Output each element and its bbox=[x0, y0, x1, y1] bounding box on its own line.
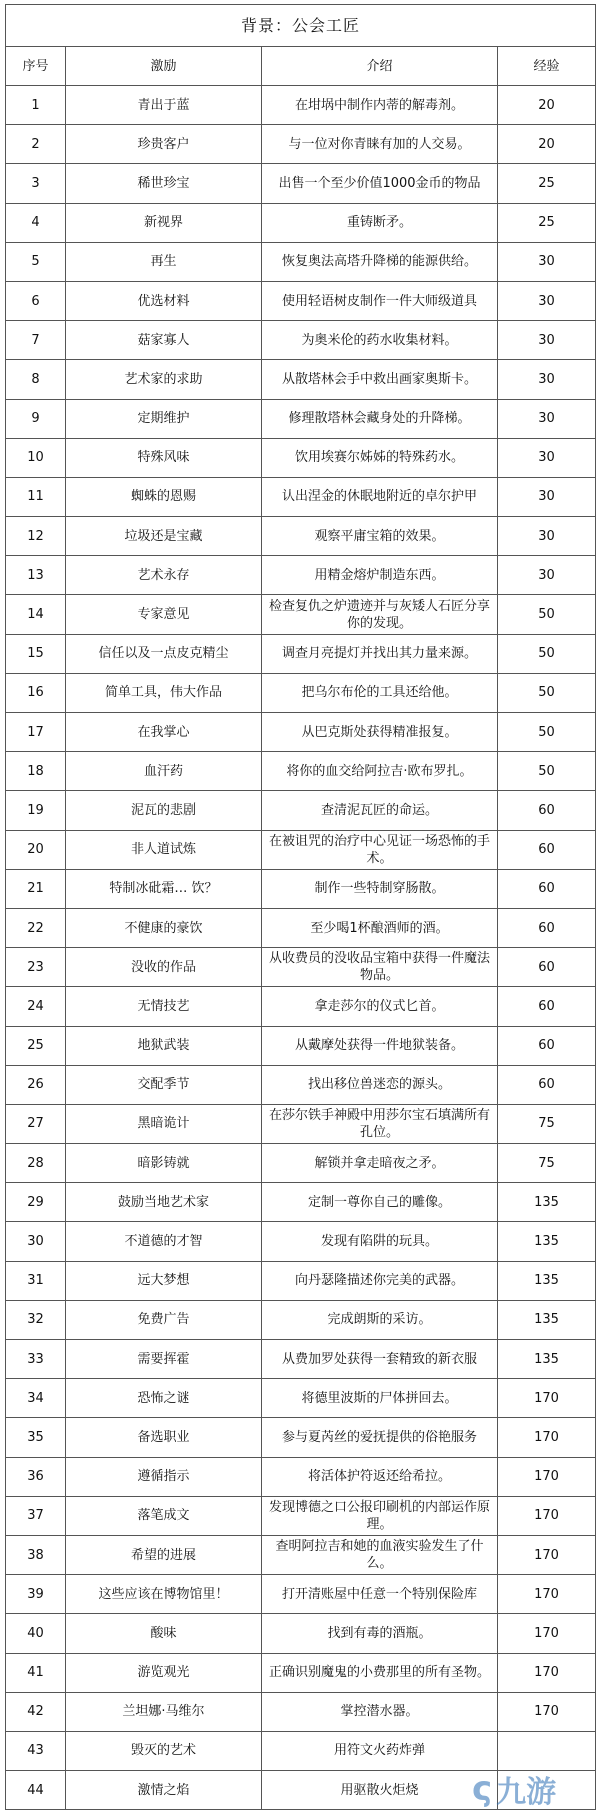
row-description: 从费加罗处获得一套精致的新衣服 bbox=[262, 1340, 498, 1379]
table-row bbox=[6, 556, 596, 595]
row-index: 13 bbox=[6, 556, 66, 595]
row-experience: 50 bbox=[498, 713, 596, 752]
row-inspiration: 专家意见 bbox=[66, 595, 262, 634]
row-experience: 170 bbox=[498, 1692, 596, 1731]
row-index: 16 bbox=[6, 673, 66, 712]
row-experience: 75 bbox=[498, 1104, 596, 1143]
table-row bbox=[6, 1183, 596, 1222]
row-description: 将活体护符返还给希拉。 bbox=[262, 1457, 498, 1496]
row-experience: 50 bbox=[498, 673, 596, 712]
row-inspiration: 遵循指示 bbox=[66, 1457, 262, 1496]
row-experience: 30 bbox=[498, 556, 596, 595]
row-index: 43 bbox=[6, 1731, 66, 1770]
row-description: 用精金熔炉制造东西。 bbox=[262, 556, 498, 595]
table-row bbox=[6, 1496, 596, 1535]
row-inspiration: 艺术永存 bbox=[66, 556, 262, 595]
row-inspiration: 在我掌心 bbox=[66, 713, 262, 752]
row-inspiration: 蜘蛛的恩赐 bbox=[66, 477, 262, 516]
header-description: 介绍 bbox=[262, 47, 498, 86]
row-description: 掌控潜水器。 bbox=[262, 1692, 498, 1731]
row-experience: 60 bbox=[498, 830, 596, 869]
row-experience: 50 bbox=[498, 595, 596, 634]
row-experience: 170 bbox=[498, 1614, 596, 1653]
nine-games-logo-icon: ς bbox=[472, 1769, 493, 1809]
row-index: 12 bbox=[6, 517, 66, 556]
row-index: 15 bbox=[6, 634, 66, 673]
row-index: 44 bbox=[6, 1771, 66, 1810]
row-description: 重铸断矛。 bbox=[262, 203, 498, 242]
watermark-text: 九游 bbox=[496, 1775, 557, 1810]
header-index: 序号 bbox=[6, 47, 66, 86]
table-row bbox=[6, 1144, 596, 1183]
row-description: 将德里波斯的尸体拼回去。 bbox=[262, 1379, 498, 1418]
row-description: 发现有陷阱的玩具。 bbox=[262, 1222, 498, 1261]
row-inspiration: 落笔成文 bbox=[66, 1496, 262, 1535]
row-index: 32 bbox=[6, 1300, 66, 1339]
row-index: 29 bbox=[6, 1183, 66, 1222]
row-experience: 50 bbox=[498, 634, 596, 673]
row-experience: 170 bbox=[498, 1653, 596, 1692]
row-inspiration: 血汗药 bbox=[66, 752, 262, 791]
row-experience: 170 bbox=[498, 1496, 596, 1535]
row-inspiration: 特殊风味 bbox=[66, 438, 262, 477]
row-index: 2 bbox=[6, 125, 66, 164]
table-row bbox=[6, 1653, 596, 1692]
row-index: 36 bbox=[6, 1457, 66, 1496]
row-description: 正确识别魔鬼的小费那里的所有圣物。 bbox=[262, 1653, 498, 1692]
row-inspiration: 垃圾还是宝藏 bbox=[66, 517, 262, 556]
row-index: 33 bbox=[6, 1340, 66, 1379]
row-inspiration: 恐怖之谜 bbox=[66, 1379, 262, 1418]
table-row bbox=[6, 1065, 596, 1104]
row-index: 11 bbox=[6, 477, 66, 516]
row-index: 30 bbox=[6, 1222, 66, 1261]
row-description: 拿走莎尔的仪式匕首。 bbox=[262, 987, 498, 1026]
row-index: 37 bbox=[6, 1496, 66, 1535]
table-row bbox=[6, 595, 596, 634]
row-description: 用驱散火炬烧 bbox=[262, 1771, 498, 1810]
row-inspiration: 备选职业 bbox=[66, 1418, 262, 1457]
row-index: 26 bbox=[6, 1065, 66, 1104]
row-index: 9 bbox=[6, 399, 66, 438]
table-row bbox=[6, 830, 596, 869]
row-experience: 60 bbox=[498, 1026, 596, 1065]
row-index: 17 bbox=[6, 713, 66, 752]
row-description: 用符文火药炸弹 bbox=[262, 1731, 498, 1770]
table-title: 背景：公会工匠 bbox=[6, 5, 596, 47]
table-row bbox=[6, 1104, 596, 1143]
row-index: 39 bbox=[6, 1575, 66, 1614]
row-experience: 25 bbox=[498, 164, 596, 203]
row-experience: 135 bbox=[498, 1261, 596, 1300]
row-description: 饮用埃赛尔姊姊的特殊药水。 bbox=[262, 438, 498, 477]
row-index: 41 bbox=[6, 1653, 66, 1692]
row-inspiration: 简单工具，伟大作品 bbox=[66, 673, 262, 712]
table-row bbox=[6, 869, 596, 908]
header-experience: 经验 bbox=[498, 47, 596, 86]
table-row bbox=[6, 987, 596, 1026]
table-row bbox=[6, 713, 596, 752]
table-row bbox=[6, 908, 596, 947]
row-inspiration: 优选材料 bbox=[66, 281, 262, 320]
row-experience: 30 bbox=[498, 399, 596, 438]
row-experience: 60 bbox=[498, 908, 596, 947]
row-description: 找到有毒的酒瓶。 bbox=[262, 1614, 498, 1653]
row-experience: 30 bbox=[498, 242, 596, 281]
row-experience: 30 bbox=[498, 281, 596, 320]
table-row bbox=[6, 477, 596, 516]
row-index: 8 bbox=[6, 360, 66, 399]
row-description: 把乌尔布伦的工具还给他。 bbox=[262, 673, 498, 712]
row-index: 38 bbox=[6, 1535, 66, 1574]
table-row bbox=[6, 399, 596, 438]
row-inspiration: 艺术家的求助 bbox=[66, 360, 262, 399]
row-description: 使用轻语树皮制作一件大师级道具 bbox=[262, 281, 498, 320]
row-description: 定制一尊你自己的雕像。 bbox=[262, 1183, 498, 1222]
table-row bbox=[6, 1457, 596, 1496]
row-index: 35 bbox=[6, 1418, 66, 1457]
row-experience: 30 bbox=[498, 360, 596, 399]
row-experience: 20 bbox=[498, 125, 596, 164]
row-inspiration: 希望的进展 bbox=[66, 1535, 262, 1574]
row-description: 从收费员的没收品宝箱中获得一件魔法物品。 bbox=[262, 948, 498, 987]
row-experience: 135 bbox=[498, 1183, 596, 1222]
row-description: 将你的血交给阿拉吉·欧布罗扎。 bbox=[262, 752, 498, 791]
row-experience: 50 bbox=[498, 752, 596, 791]
row-inspiration: 稀世珍宝 bbox=[66, 164, 262, 203]
table-row bbox=[6, 321, 596, 360]
table-row bbox=[6, 1222, 596, 1261]
row-inspiration: 这些应该在博物馆里！ bbox=[66, 1575, 262, 1614]
table-row bbox=[6, 673, 596, 712]
table-row bbox=[6, 125, 596, 164]
row-index: 23 bbox=[6, 948, 66, 987]
row-description: 从散塔林会手中救出画家奥斯卡。 bbox=[262, 360, 498, 399]
row-description: 找出移位兽迷恋的源头。 bbox=[262, 1065, 498, 1104]
row-inspiration: 游览观光 bbox=[66, 1653, 262, 1692]
table-row bbox=[6, 1261, 596, 1300]
table-row bbox=[6, 1575, 596, 1614]
row-index: 40 bbox=[6, 1614, 66, 1653]
row-inspiration: 不道德的才智 bbox=[66, 1222, 262, 1261]
row-description: 观察平庸宝箱的效果。 bbox=[262, 517, 498, 556]
table-row bbox=[6, 1300, 596, 1339]
row-description: 发现博德之口公报印刷机的内部运作原理。 bbox=[262, 1496, 498, 1535]
row-description: 向丹瑟隆描述你完美的武器。 bbox=[262, 1261, 498, 1300]
row-index: 20 bbox=[6, 830, 66, 869]
table-row bbox=[6, 1614, 596, 1653]
row-description: 查清泥瓦匠的命运。 bbox=[262, 791, 498, 830]
row-description: 为奥米伦的药水收集材料。 bbox=[262, 321, 498, 360]
row-inspiration: 珍贵客户 bbox=[66, 125, 262, 164]
table-header-row bbox=[6, 47, 596, 86]
row-inspiration: 毁灭的艺术 bbox=[66, 1731, 262, 1770]
row-description: 从巴克斯处获得精准报复。 bbox=[262, 713, 498, 752]
row-experience: 30 bbox=[498, 438, 596, 477]
row-experience: 170 bbox=[498, 1535, 596, 1574]
row-inspiration: 需要挥霍 bbox=[66, 1340, 262, 1379]
row-description: 在莎尔铁手神殿中用莎尔宝石填满所有孔位。 bbox=[262, 1104, 498, 1143]
row-inspiration: 再生 bbox=[66, 242, 262, 281]
row-inspiration: 特制冰砒霜… 饮？ bbox=[66, 869, 262, 908]
row-inspiration: 暗影铸就 bbox=[66, 1144, 262, 1183]
row-description: 出售一个至少价值1000金币的物品 bbox=[262, 164, 498, 203]
row-experience: 170 bbox=[498, 1379, 596, 1418]
row-index: 24 bbox=[6, 987, 66, 1026]
row-experience: 135 bbox=[498, 1222, 596, 1261]
row-inspiration: 定期维护 bbox=[66, 399, 262, 438]
row-experience: 30 bbox=[498, 477, 596, 516]
row-experience: 25 bbox=[498, 203, 596, 242]
row-inspiration: 兰坦娜·马维尔 bbox=[66, 1692, 262, 1731]
table-row bbox=[6, 1340, 596, 1379]
row-experience: 60 bbox=[498, 869, 596, 908]
table-row bbox=[6, 281, 596, 320]
row-inspiration: 泥瓦的悲剧 bbox=[66, 791, 262, 830]
row-index: 5 bbox=[6, 242, 66, 281]
row-index: 42 bbox=[6, 1692, 66, 1731]
row-description: 查明阿拉吉和她的血液实验发生了什么。 bbox=[262, 1535, 498, 1574]
row-inspiration: 免费广告 bbox=[66, 1300, 262, 1339]
table-row bbox=[6, 203, 596, 242]
table-row bbox=[6, 517, 596, 556]
row-experience: 170 bbox=[498, 1575, 596, 1614]
row-index: 25 bbox=[6, 1026, 66, 1065]
table-row bbox=[6, 242, 596, 281]
row-experience: 170 bbox=[498, 1418, 596, 1457]
row-inspiration: 没收的作品 bbox=[66, 948, 262, 987]
table-row bbox=[6, 791, 596, 830]
row-description: 与一位对你青睐有加的人交易。 bbox=[262, 125, 498, 164]
row-description: 制作一些特制穿肠散。 bbox=[262, 869, 498, 908]
row-index: 1 bbox=[6, 86, 66, 125]
row-inspiration: 酸味 bbox=[66, 1614, 262, 1653]
row-index: 4 bbox=[6, 203, 66, 242]
row-inspiration: 新视界 bbox=[66, 203, 262, 242]
row-description: 调查月亮提灯并找出其力量来源。 bbox=[262, 634, 498, 673]
row-index: 34 bbox=[6, 1379, 66, 1418]
row-inspiration: 不健康的豪饮 bbox=[66, 908, 262, 947]
row-index: 27 bbox=[6, 1104, 66, 1143]
row-inspiration: 交配季节 bbox=[66, 1065, 262, 1104]
row-index: 19 bbox=[6, 791, 66, 830]
row-experience: 60 bbox=[498, 987, 596, 1026]
table-row bbox=[6, 86, 596, 125]
table-row bbox=[6, 360, 596, 399]
table-row bbox=[6, 1692, 596, 1731]
row-experience: 60 bbox=[498, 791, 596, 830]
row-index: 10 bbox=[6, 438, 66, 477]
row-experience: 60 bbox=[498, 948, 596, 987]
row-inspiration: 地狱武装 bbox=[66, 1026, 262, 1065]
row-inspiration: 信任以及一点皮克精尘 bbox=[66, 634, 262, 673]
row-description: 完成朗斯的采访。 bbox=[262, 1300, 498, 1339]
table-row bbox=[6, 438, 596, 477]
row-experience bbox=[498, 1731, 596, 1770]
row-experience: 20 bbox=[498, 86, 596, 125]
row-index: 31 bbox=[6, 1261, 66, 1300]
row-index: 22 bbox=[6, 908, 66, 947]
row-description: 从戴摩处获得一件地狱装备。 bbox=[262, 1026, 498, 1065]
table-row bbox=[6, 1731, 596, 1770]
row-index: 7 bbox=[6, 321, 66, 360]
row-description: 在坩埚中制作内蒂的解毒剂。 bbox=[262, 86, 498, 125]
row-inspiration: 黑暗诡计 bbox=[66, 1104, 262, 1143]
row-index: 28 bbox=[6, 1144, 66, 1183]
row-experience: 30 bbox=[498, 517, 596, 556]
row-description: 解锁并拿走暗夜之矛。 bbox=[262, 1144, 498, 1183]
row-experience: 75 bbox=[498, 1144, 596, 1183]
row-inspiration: 远大梦想 bbox=[66, 1261, 262, 1300]
row-experience: 170 bbox=[498, 1457, 596, 1496]
row-inspiration: 非人道试炼 bbox=[66, 830, 262, 869]
row-experience: 60 bbox=[498, 1065, 596, 1104]
table-row bbox=[6, 164, 596, 203]
table-row bbox=[6, 1418, 596, 1457]
table-row bbox=[6, 948, 596, 987]
row-inspiration: 鼓励当地艺术家 bbox=[66, 1183, 262, 1222]
guild-artisan-table bbox=[5, 4, 596, 1810]
row-description: 打开清账屋中任意一个特别保险库 bbox=[262, 1575, 498, 1614]
row-experience: 135 bbox=[498, 1340, 596, 1379]
row-description: 检查复仇之炉遗迹并与灰矮人石匠分享你的发现。 bbox=[262, 595, 498, 634]
table-row bbox=[6, 1535, 596, 1574]
table-row bbox=[6, 634, 596, 673]
row-description: 参与夏芮丝的爱抚提供的俗艳服务 bbox=[262, 1418, 498, 1457]
table-row bbox=[6, 1379, 596, 1418]
table-row bbox=[6, 752, 596, 791]
row-inspiration: 青出于蓝 bbox=[66, 86, 262, 125]
row-experience: 135 bbox=[498, 1300, 596, 1339]
header-inspiration: 激励 bbox=[66, 47, 262, 86]
row-description: 修理散塔林会藏身处的升降梯。 bbox=[262, 399, 498, 438]
table-title-row bbox=[6, 5, 596, 47]
row-index: 3 bbox=[6, 164, 66, 203]
row-description: 在被诅咒的治疗中心见证一场恐怖的手术。 bbox=[262, 830, 498, 869]
row-index: 6 bbox=[6, 281, 66, 320]
row-inspiration: 无情技艺 bbox=[66, 987, 262, 1026]
row-description: 恢复奥法高塔升降梯的能源供给。 bbox=[262, 242, 498, 281]
row-description: 认出涅金的休眠地附近的卓尔护甲 bbox=[262, 477, 498, 516]
row-experience: 30 bbox=[498, 321, 596, 360]
row-index: 14 bbox=[6, 595, 66, 634]
row-inspiration: 激情之焰 bbox=[66, 1771, 262, 1810]
row-index: 18 bbox=[6, 752, 66, 791]
row-index: 21 bbox=[6, 869, 66, 908]
table-row bbox=[6, 1026, 596, 1065]
row-inspiration: 菇家寡人 bbox=[66, 321, 262, 360]
site-watermark bbox=[472, 1766, 582, 1812]
row-description: 至少喝1杯酿酒师的酒。 bbox=[262, 908, 498, 947]
